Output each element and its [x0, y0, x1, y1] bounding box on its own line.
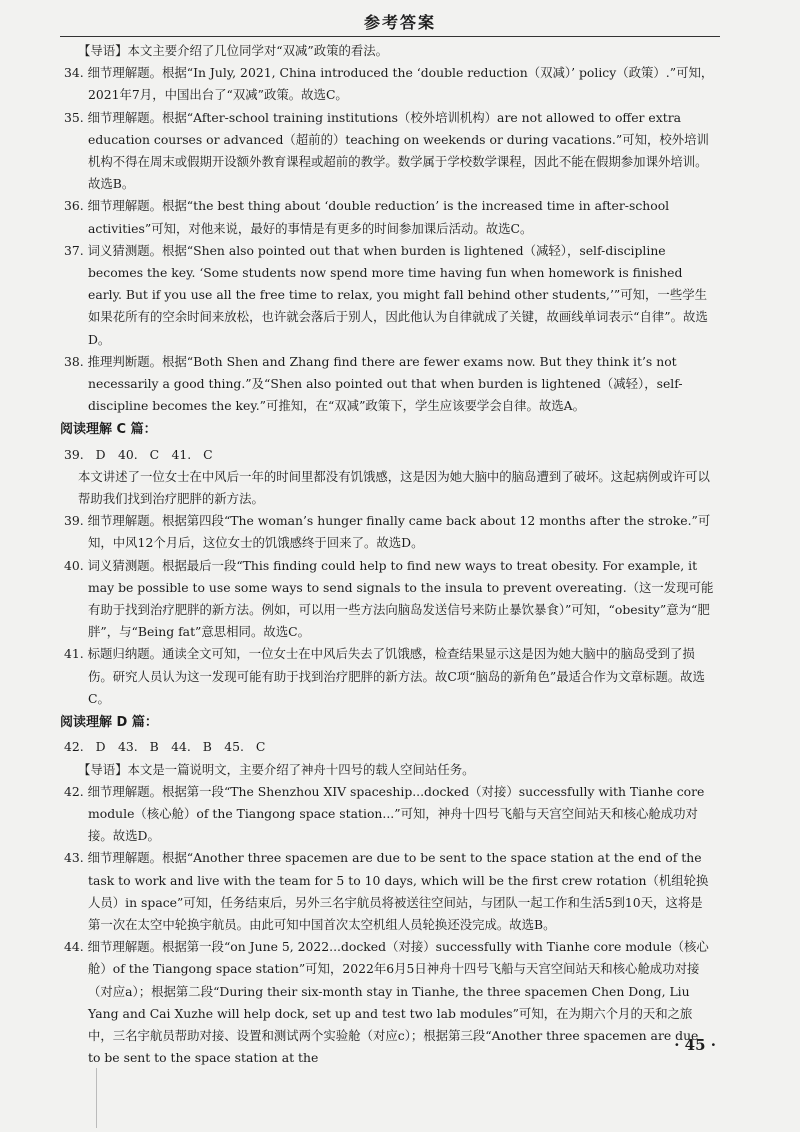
- answer-item: 44. 细节理解题。根据第一段“on June 5, 2022...docked（对接）successfully with Tianhe core module（核心舱）of the Tiangong space station”可知，2022年6月5日神舟十四号飞船与天宫空间站天和核心舱成功对接（对应a）；根据第二段“During their six-month stay in Tianhe, the three spacemen Chen Dong, Liu Yang and Cai Xuzhe will help dock, set up and test two lab modules”可知，在为期六个月的天和之旅中，三名宇航员帮助对接、设置和测试两个实验舱（对应c）；根据第三段“Another three spacemen are due to be sent to the space station at the: [64, 939, 709, 1066]
- page-header-title: 参考答案: [363, 13, 436, 32]
- answer-content: [60, 40, 714, 1069]
- intro-note: 【导语】本文是一篇说明文，主要介绍了神舟十四号的载人空间站任务。: [78, 761, 475, 777]
- section-heading: 阅读理解 D 篇：: [60, 715, 158, 731]
- answer-item: 40. 词义猜测题。根据最后一段“This finding could help to find new ways to treat obesity. For example, it may be possible to use some ways to send signals to the insula to prevent overeating.（这一发现可能有助于找到治疗肥胖的新方法。例如，可以用一些方法向脑岛发送信号来防止暴饮暴食）”可知，“obesity”意为“肥胖”，与“Being fat”意思相同。故选C。: [64, 557, 714, 640]
- page-header: [0, 0, 800, 38]
- answer-item: 35. 细节理解题。根据“After-school training institutions（校外培训机构）are not allowed to offer extra education courses or advanced（超前的）teaching on weekends or during vacations.”可知，校外培训机构不得在周末或假期开设额外教育课程或超前的教学。数学属于学校数学课程，因此不能在假期参加课外培训。故选B。: [64, 109, 709, 192]
- header-divider: [60, 36, 720, 37]
- passage-summary: 本文讲述了一位女士在中风后一年的时间里都没有饥饿感，这是因为她大脑中的脑岛遭到了破坏。这起病例或许可以帮助我们找到治疗肥胖的新方法。: [78, 468, 710, 507]
- answer-key-row: 39. D 40. C 41. C: [64, 446, 213, 462]
- answer-item: 37. 词义猜测题。根据“Shen also pointed out that when burden is lightened（减轻），self-discipline becomes the key. ‘Some students now spend more time having fun when homework is finished early. But if you use all the free time to relax, you might fall behind other students,’”可知，一些学生如果花所有的空余时间来放松，也许就会落后于别人，因此他认为自律就成了关键，故画线单词表示“自律”。故选D。: [64, 242, 708, 347]
- answer-item: 42. 细节理解题。根据第一段“The Shenzhou XIV spaceship...docked（对接）successfully with Tianhe core module（核心舱）of the Tiangong space station...”可知，神舟十四号飞船与天宫空间站天和核心舱成功对接。故选D。: [64, 783, 705, 844]
- binding-margin-line: [96, 1068, 97, 1128]
- answer-item: 38. 推理判断题。根据“Both Shen and Zhang find there are fewer exams now. But they think it’s not necessarily a good thing.”及“Shen also pointed out that when burden is lightened（减轻），self-discipline becomes the key.”可推知，在“双减”政策下，学生应该要学会自律。故选A。: [64, 353, 683, 414]
- intro-note: 【导语】本文主要介绍了几位同学对“双减”政策的看法。: [78, 43, 389, 58]
- answer-item: 34. 细节理解题。根据“In July, 2021, China introduced the ‘double reduction（双减）’ policy（政策）.”可知，2021年7月，中国出台了“双减”政策。故选C。: [64, 65, 714, 103]
- answer-item: 43. 细节理解题。根据“Another three spacemen are due to be sent to the space station at the end of the task to work and live with the team for 5 to 10 days, which will be the first crew rotation（机组轮换人员）in space”可知，任务结束后，另外三名宇航员将被送往空间站，与团队一起工作和生活5到10天，这将是第一次在太空中轮换宇航员。由此可知中国首次太空机组人员轮换还没完成。故选B。: [64, 850, 709, 932]
- answer-item: 36. 细节理解题。根据“the best thing about ‘double reduction’ is the increased time in after-school activities”可知，对他来说，最好的事情是有更多的时间参加课后活动。故选C。: [64, 198, 670, 236]
- section-heading: 阅读理解 C 篇：: [60, 422, 157, 438]
- page-number: · 45 ·: [674, 1036, 716, 1054]
- answer-item: 39. 细节理解题。根据第四段“The woman’s hunger finally came back about 12 months after the stroke.”可知，中风12个月后，这位女士的饥饿感终于回来了。故选D。: [64, 513, 711, 551]
- answer-item: 41. 标题归纳题。通读全文可知，一位女士在中风后失去了饥饿感，检查结果显示这是因为她大脑中的脑岛受到了损伤。研究人员认为这一发现可能有助于找到治疗肥胖的新方法。故C项“脑岛的新角色”最适合作为文章标题。故选C。: [64, 646, 705, 706]
- answer-key-row: 42. D 43. B 44. B 45. C: [64, 739, 266, 755]
